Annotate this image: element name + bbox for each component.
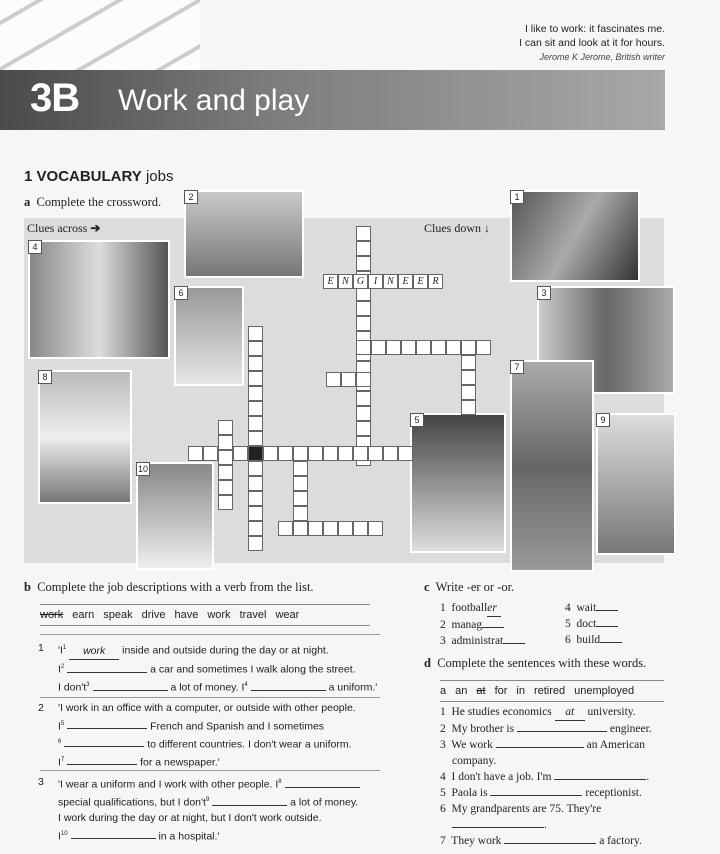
crossword-cell[interactable] <box>383 446 398 461</box>
crossword-cell[interactable] <box>293 506 308 521</box>
answer-gap[interactable] <box>596 610 618 611</box>
crossword-cell[interactable] <box>248 386 263 401</box>
answer-gap[interactable] <box>212 805 287 806</box>
crossword-cell[interactable] <box>218 435 233 450</box>
crossword-cell[interactable] <box>218 465 233 480</box>
crossword-cell[interactable] <box>461 370 476 385</box>
unit-title: Work and play <box>118 84 310 117</box>
crossword-cell[interactable] <box>446 340 461 355</box>
answer-gap[interactable] <box>285 787 360 788</box>
crossword-cell[interactable] <box>401 340 416 355</box>
crossword-cell[interactable] <box>218 420 233 435</box>
verb-list <box>40 604 370 626</box>
answer-gap[interactable] <box>452 827 544 828</box>
answer-gap[interactable] <box>93 690 168 691</box>
quote-line: I like to work: it fascinates me. <box>524 23 665 35</box>
photo-soldier <box>596 413 676 555</box>
crossword-cell[interactable] <box>278 521 293 536</box>
crossword-cell[interactable] <box>248 371 263 386</box>
crossword-cell[interactable] <box>461 340 476 355</box>
photo-number: 2 <box>184 190 198 204</box>
word: wear <box>275 609 300 621</box>
job-description-2: 2 'I work in an office with a computer, or outside with other people. $I^5$ French and Spanish and I sometimes $^6$ to different countries. I don't wear a uniform. $I^7$ for a newspaper.' <box>40 697 380 771</box>
crossword-cell[interactable] <box>248 536 263 551</box>
quote-author: Jerome K Jerome, British writer <box>539 52 665 62</box>
crossword-cell[interactable] <box>461 400 476 415</box>
crossword-cell[interactable]: G <box>353 274 368 289</box>
crossword-cell[interactable] <box>323 446 338 461</box>
clues-down-label: Clues down ↓ <box>424 221 490 235</box>
photo-number: 7 <box>510 360 524 374</box>
crossword-cell[interactable] <box>218 495 233 510</box>
clues-across-label: Clues across ➔ <box>27 221 101 235</box>
suffix-items-right: 4 wait 5 doct 6 build <box>565 600 622 648</box>
crossword-cell[interactable] <box>308 446 323 461</box>
crossword-cell[interactable] <box>356 340 371 355</box>
crossword-cell[interactable] <box>398 446 413 461</box>
answer-gap[interactable]: at <box>555 704 585 721</box>
crossword-cell[interactable] <box>248 356 263 371</box>
word: an <box>455 685 468 697</box>
photo-nurse <box>136 462 214 570</box>
crossword-cell[interactable]: E <box>323 274 338 289</box>
answer-gap[interactable] <box>496 747 584 748</box>
instruction-a: a Complete the crossword. <box>24 195 162 209</box>
word: work <box>40 609 64 621</box>
crossword-cell[interactable]: E <box>413 274 428 289</box>
answer-gap[interactable]: work <box>69 644 119 661</box>
unit-code: 3B <box>30 76 80 120</box>
crossword-cell[interactable] <box>371 340 386 355</box>
sentence-list: 1 He studies economics at university. 2 My brother is engineer. 3 We work an American company. 4 I don't have a job. I'm . 5 Paola is receptionist. 6 My grandparents are 75. They're . 7 They work a factory. <box>440 706 652 847</box>
crossword-cell[interactable] <box>278 446 293 461</box>
word: have <box>174 609 199 621</box>
crossword-cell[interactable] <box>356 372 371 387</box>
crossword-cell[interactable] <box>356 316 371 331</box>
photo-number: 5 <box>410 413 424 427</box>
word: for <box>494 685 508 697</box>
crossword-cell[interactable] <box>323 521 338 536</box>
photo-model <box>510 360 594 572</box>
crossword-cell[interactable] <box>368 446 383 461</box>
answer-gap[interactable] <box>71 838 156 839</box>
photo-number: 9 <box>596 413 610 427</box>
word: in <box>516 685 525 697</box>
photo-shop-assistant <box>38 370 132 504</box>
photo-policeman <box>184 190 304 278</box>
crossword-cell[interactable] <box>431 340 446 355</box>
crossword-cell[interactable] <box>326 372 341 387</box>
word: unemployed <box>574 685 635 697</box>
crossword-cell[interactable] <box>248 476 263 491</box>
crossword-cell[interactable] <box>248 401 263 416</box>
photo-flight-attendant <box>510 190 640 282</box>
answer-gap[interactable] <box>504 843 596 844</box>
word: work <box>207 609 231 621</box>
crossword-cell[interactable] <box>353 521 368 536</box>
answer-gap[interactable] <box>67 764 137 765</box>
photo-number: 3 <box>537 286 551 300</box>
answer-gap[interactable] <box>67 728 147 729</box>
photo-engineer <box>28 240 170 359</box>
unit-banner <box>0 70 665 130</box>
answer-gap[interactable] <box>503 643 525 644</box>
crossword-cell[interactable]: E <box>398 274 413 289</box>
crossword-cell[interactable] <box>341 372 356 387</box>
crossword-cell[interactable] <box>368 521 383 536</box>
word: speak <box>103 609 133 621</box>
crossword-cell[interactable] <box>353 446 368 461</box>
crossword-cell[interactable] <box>293 491 308 506</box>
word: retired <box>533 685 566 697</box>
crossword-cell[interactable] <box>356 406 371 421</box>
quote <box>519 22 665 64</box>
crossword-cell[interactable] <box>248 461 263 476</box>
crossword-cell[interactable] <box>233 446 248 461</box>
crossword-cell[interactable] <box>338 521 353 536</box>
crossword-cell[interactable]: N <box>338 274 353 289</box>
suffix-items-left: 1 footballer 2 manag 3 administrat <box>440 600 525 649</box>
answer-gap[interactable]: er <box>487 600 501 617</box>
crossword-cell[interactable] <box>293 476 308 491</box>
crossword-cell[interactable] <box>218 450 233 465</box>
section-heading: 1 VOCABULARY jobs <box>24 168 174 185</box>
answer-gap[interactable] <box>490 795 582 796</box>
crossword-cell[interactable] <box>293 521 308 536</box>
crossword-cell[interactable] <box>188 446 203 461</box>
crossword-cell[interactable] <box>476 340 491 355</box>
word: at <box>476 685 486 697</box>
crossword-cell[interactable] <box>461 355 476 370</box>
photo-number: 1 <box>510 190 524 204</box>
word-list-d <box>440 680 664 702</box>
answer-gap[interactable] <box>482 627 504 628</box>
crossword-cell[interactable] <box>386 340 401 355</box>
crossword-cell[interactable] <box>203 446 218 461</box>
instruction-b: b Complete the job descriptions with a verb from the list. <box>24 580 314 594</box>
photo-chef <box>410 413 506 553</box>
crossword-cell[interactable] <box>263 446 278 461</box>
job-description-3: 3 'I wear a uniform and I work with other people. $I^8$ special qualifications, but I $don't^9$ a lot of money. I work during the day or at night, but I don't work outside. $I^{10}$ in a hospital.' <box>40 770 380 845</box>
crossword-cell[interactable] <box>356 391 371 406</box>
crossword-cell[interactable] <box>416 340 431 355</box>
answer-gap[interactable] <box>596 626 618 627</box>
answer-gap[interactable] <box>64 746 144 747</box>
answer-gap[interactable] <box>554 779 646 780</box>
word: drive <box>141 609 166 621</box>
instruction-c: c Write -er or -or. <box>424 580 515 594</box>
word: a <box>440 685 447 697</box>
answer-gap[interactable] <box>517 731 607 732</box>
crossword-cell[interactable] <box>248 416 263 431</box>
photo-vet <box>174 286 244 386</box>
crossword-block <box>248 446 263 461</box>
crossword-cell[interactable]: I <box>368 274 383 289</box>
answer-gap[interactable] <box>600 642 622 643</box>
crossword-cell[interactable] <box>356 226 371 241</box>
crossword-cell[interactable] <box>356 256 371 271</box>
answer-gap[interactable] <box>251 690 326 691</box>
crossword-cell[interactable] <box>248 491 263 506</box>
crossword-cell[interactable] <box>308 521 323 536</box>
job-description-1: 1 '$I^1$ work inside and outside during the day or at night. $I^2$ a car and sometimes I walk along the street. I $don't^3$ a lot of money. $I^4$ a uniform.' <box>40 634 380 696</box>
instruction-d: d Complete the sentences with these words. <box>424 656 647 670</box>
word: travel <box>239 609 267 621</box>
answer-gap[interactable] <box>67 672 147 673</box>
quote-line: I can sit and look at it for hours. <box>519 37 665 49</box>
word: earn <box>72 609 95 621</box>
crossword-cell[interactable]: N <box>383 274 398 289</box>
crossword-cell[interactable] <box>338 446 353 461</box>
photo-number: 8 <box>38 370 52 384</box>
crossword-cell[interactable] <box>248 506 263 521</box>
crossword-cell[interactable] <box>293 461 308 476</box>
photo-number: 4 <box>28 240 42 254</box>
crossword-cell[interactable]: R <box>428 274 443 289</box>
crossword-cell[interactable] <box>293 446 308 461</box>
crossword-cell[interactable] <box>356 421 371 436</box>
crossword-cell[interactable] <box>461 385 476 400</box>
crossword-cell[interactable] <box>218 480 233 495</box>
crossword-cell[interactable] <box>248 431 263 446</box>
crossword-cell[interactable] <box>248 521 263 536</box>
crossword-cell[interactable] <box>356 301 371 316</box>
crossword-cell[interactable] <box>248 341 263 356</box>
crossword-cell[interactable] <box>248 326 263 341</box>
photo-number: 10 <box>137 464 148 474</box>
photo-number: 6 <box>174 286 188 300</box>
crossword-cell[interactable] <box>356 241 371 256</box>
